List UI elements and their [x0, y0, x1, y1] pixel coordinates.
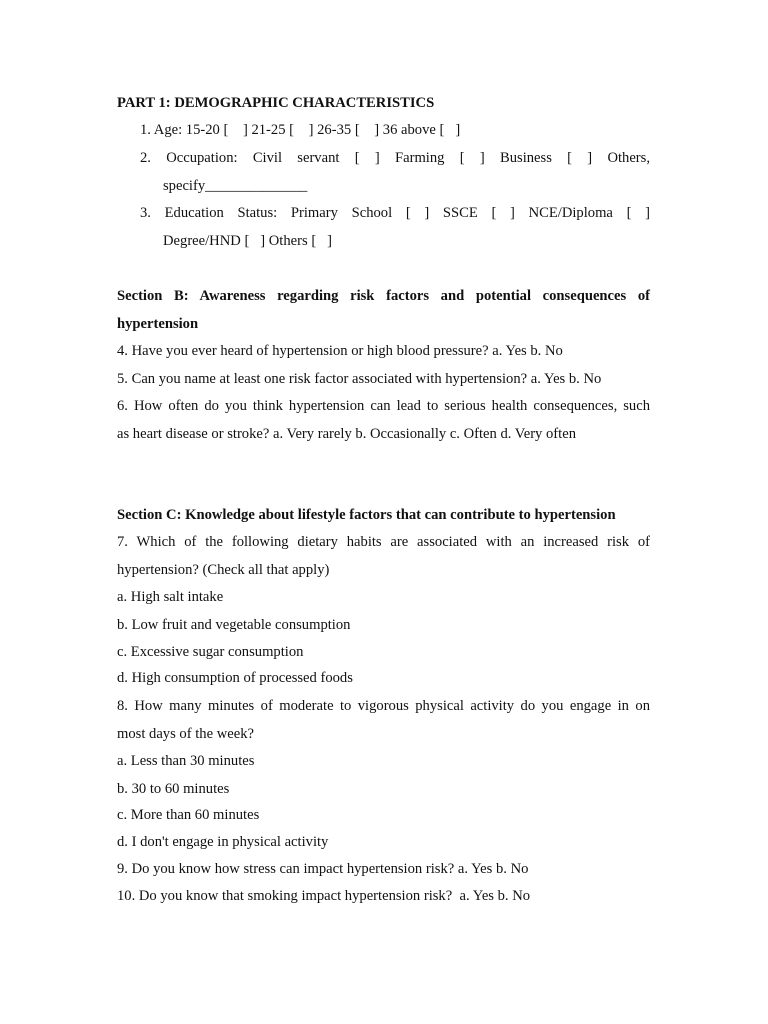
question-7-option-a: a. High salt intake: [117, 589, 224, 605]
occupation-question: 2. Occupation: Civil servant [ ] Farming [ ] Business [ ] Others,: [140, 150, 650, 166]
question-5: 5. Can you name at least one risk factor associated with hypertension? a. Yes b. No: [117, 371, 602, 387]
question-7-option-b: b. Low fruit and vegetable consumption: [117, 617, 351, 633]
occupation-specify: specify______________: [163, 178, 308, 194]
question-6: 6. How often do you think hypertension can lead to serious health consequences, such: [117, 398, 650, 414]
question-10: 10. Do you know that smoking impact hypertension risk? a. Yes b. No: [117, 888, 531, 904]
question-8-option-c: c. More than 60 minutes: [117, 807, 260, 823]
question-8-option-a: a. Less than 30 minutes: [117, 753, 255, 769]
education-question-cont: Degree/HND [ ] Others [ ]: [163, 233, 332, 249]
part1-heading: PART 1: DEMOGRAPHIC CHARACTERISTICS: [117, 95, 435, 111]
question-9: 9. Do you know how stress can impact hypertension risk? a. Yes b. No: [117, 861, 529, 877]
question-8-option-d: d. I don't engage in physical activity: [117, 834, 329, 850]
age-question: 1. Age: 15-20 [ ] 21-25 [ ] 26-35 [ ] 36 above [ ]: [140, 122, 461, 138]
question-8-option-b: b. 30 to 60 minutes: [117, 781, 230, 797]
question-4: 4. Have you ever heard of hypertension or high blood pressure? a. Yes b. No: [117, 343, 563, 359]
question-7-option-c: c. Excessive sugar consumption: [117, 644, 304, 660]
education-question: 3. Education Status: Primary School [ ] SSCE [ ] NCE/Diploma [ ]: [140, 205, 650, 221]
question-8-cont: most days of the week?: [117, 726, 254, 742]
section-c-heading: Section C: Knowledge about lifestyle factors that can contribute to hypertension: [117, 507, 616, 523]
question-7: 7. Which of the following dietary habits are associated with an increased risk of: [117, 534, 650, 550]
question-6-cont: as heart disease or stroke? a. Very rarely b. Occasionally c. Often d. Very often: [117, 426, 576, 442]
section-b-heading-cont: hypertension: [117, 316, 199, 332]
section-b-heading: Section B: Awareness regarding risk factors and potential consequences of: [117, 288, 650, 304]
question-7-cont: hypertension? (Check all that apply): [117, 562, 330, 578]
question-7-option-d: d. High consumption of processed foods: [117, 670, 353, 686]
question-8: 8. How many minutes of moderate to vigorous physical activity do you engage in on: [117, 698, 650, 714]
